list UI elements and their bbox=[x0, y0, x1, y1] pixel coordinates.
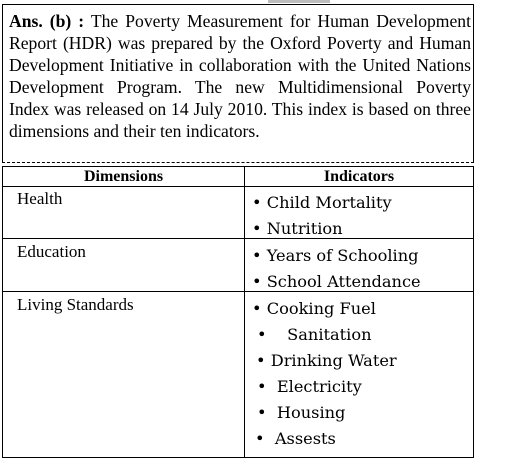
bullet-icon: • bbox=[256, 351, 266, 370]
bullet-icon: • bbox=[255, 429, 265, 448]
list-item bbox=[252, 191, 392, 215]
indicator-label: Cooking Fuel bbox=[266, 299, 376, 318]
answer-paragraph bbox=[9, 10, 471, 142]
indicator-label: Sanitation bbox=[287, 325, 372, 344]
indicator-label: Years of Schooling bbox=[266, 246, 419, 265]
answer-text: The Poverty Measurement for Human Development Report (HDR) was prepared by the Oxford Poverty and Human Development Initiative in collaboration with the United Nations Development Program. The new Multidimensional Poverty Index was released on 14 July 2010. This index is based on three dimensions and their ten indicators. bbox=[9, 11, 471, 141]
list-item bbox=[256, 349, 397, 373]
dashed-divider bbox=[2, 162, 474, 163]
list-item bbox=[255, 427, 336, 451]
list-item bbox=[252, 244, 419, 268]
list-item bbox=[252, 297, 376, 321]
header-divider bbox=[3, 186, 473, 187]
bullet-icon: • bbox=[252, 299, 262, 318]
list-item bbox=[257, 323, 372, 347]
cropped-tab bbox=[268, 0, 330, 3]
column-divider bbox=[244, 167, 245, 457]
dimension-cell: Living Standards bbox=[17, 295, 134, 314]
indicator-label: School Attendance bbox=[266, 272, 421, 291]
dimension-cell: Health bbox=[17, 189, 63, 208]
header-dimensions: Dimensions bbox=[83, 168, 164, 185]
list-item bbox=[257, 401, 345, 425]
indicator-label: Assests bbox=[274, 429, 336, 448]
indicator-label: Nutrition bbox=[266, 219, 343, 238]
indicator-label: Drinking Water bbox=[270, 351, 397, 370]
indicator-label: Child Mortality bbox=[266, 193, 392, 212]
header-indicators: Indicators bbox=[323, 168, 395, 185]
list-item bbox=[252, 270, 421, 294]
indicator-label: Electricity bbox=[276, 377, 362, 396]
answer-label: Ans. (b) : bbox=[9, 11, 85, 31]
bullet-icon: • bbox=[252, 193, 262, 212]
indicator-label: Housing bbox=[276, 403, 346, 422]
list-item bbox=[257, 375, 362, 399]
bullet-icon: • bbox=[257, 403, 267, 422]
bullet-icon: • bbox=[252, 272, 262, 291]
row-divider bbox=[3, 238, 473, 239]
bullet-icon: • bbox=[257, 325, 267, 344]
bullet-icon: • bbox=[252, 246, 262, 265]
bullet-icon: • bbox=[257, 377, 267, 396]
indicators-table bbox=[2, 166, 474, 458]
bullet-icon: • bbox=[252, 219, 262, 238]
list-item bbox=[252, 217, 343, 241]
answer-box bbox=[2, 4, 474, 162]
dimension-cell: Education bbox=[17, 242, 86, 261]
